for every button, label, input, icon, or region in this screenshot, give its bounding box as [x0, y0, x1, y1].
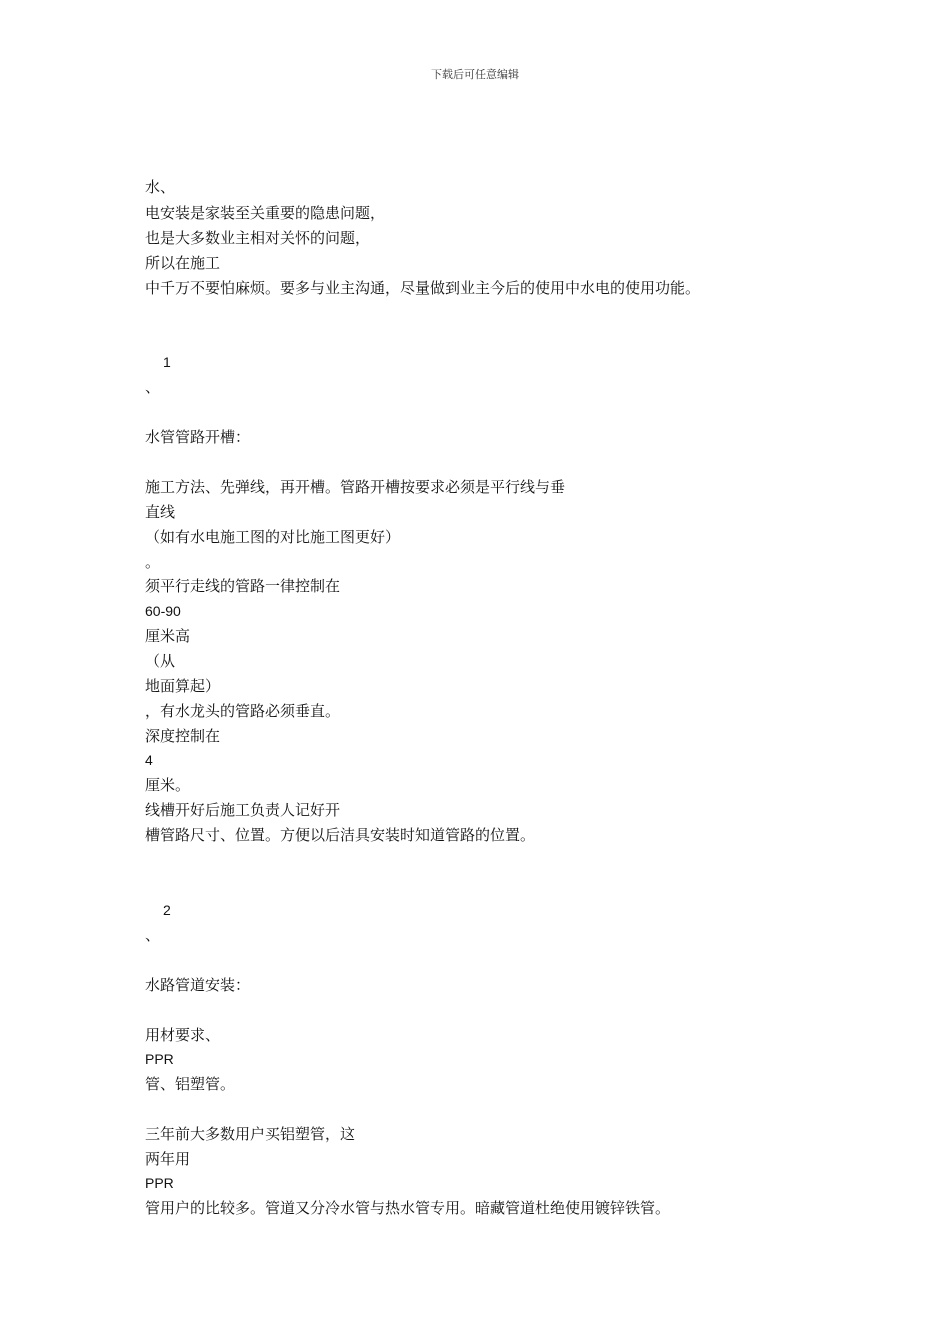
body-line: 厘米。 — [145, 776, 191, 794]
section-number: 2 — [163, 902, 171, 918]
body-line: 用材要求、 — [145, 1026, 221, 1044]
body-line: 管用户的比较多。管道又分冷水管与热水管专用。暗藏管道杜绝使用镀锌铁管。 — [145, 1199, 671, 1217]
body-line: 施工方法、先弹线，再开槽。管路开槽按要求必须是平行线与垂 — [145, 478, 566, 496]
body-line: 4 — [145, 752, 153, 768]
body-line: 60-90 — [145, 603, 181, 619]
body-line: 三年前大多数用户买铝塑管，这 — [145, 1125, 356, 1143]
body-line: 槽管路尺寸、位置。方便以后洁具安装时知道管路的位置。 — [145, 826, 536, 844]
body-line: 地面算起） — [145, 677, 221, 695]
section-title: 水路管道安装： — [145, 976, 251, 994]
body-line: （如有水电施工图的对比施工图更好） — [145, 528, 401, 546]
body-line: PPR — [145, 1051, 174, 1067]
intro-line: 水、 — [145, 178, 176, 196]
body-line: 直线 — [145, 503, 176, 521]
body-line: ，有水龙头的管路必须垂直。 — [145, 702, 341, 720]
section-number: 1 — [163, 354, 171, 370]
section-separator: 、 — [145, 378, 161, 396]
page-header: 下载后可任意编辑 — [431, 68, 519, 81]
intro-line: 中千万不要怕麻烦。要多与业主沟通，尽量做到业主今后的使用中水电的使用功能。 — [145, 279, 701, 297]
body-line: 两年用 — [145, 1150, 191, 1168]
body-line: 管、铝塑管。 — [145, 1075, 236, 1093]
intro-line: 也是大多数业主相对关怀的问题， — [145, 229, 371, 247]
body-line: 须平行走线的管路一律控制在 — [145, 577, 341, 595]
body-line: 。 — [145, 553, 161, 571]
intro-line: 电安装是家装至关重要的隐患问题， — [145, 204, 386, 222]
section-title: 水管管路开槽： — [145, 428, 251, 446]
body-line: 线槽开好后施工负责人记好开 — [145, 801, 341, 819]
body-line: （从 — [145, 652, 176, 670]
body-line: 厘米高 — [145, 627, 191, 645]
body-line: PPR — [145, 1175, 174, 1191]
section-separator: 、 — [145, 926, 161, 944]
intro-line: 所以在施工 — [145, 254, 221, 272]
body-line: 深度控制在 — [145, 727, 221, 745]
